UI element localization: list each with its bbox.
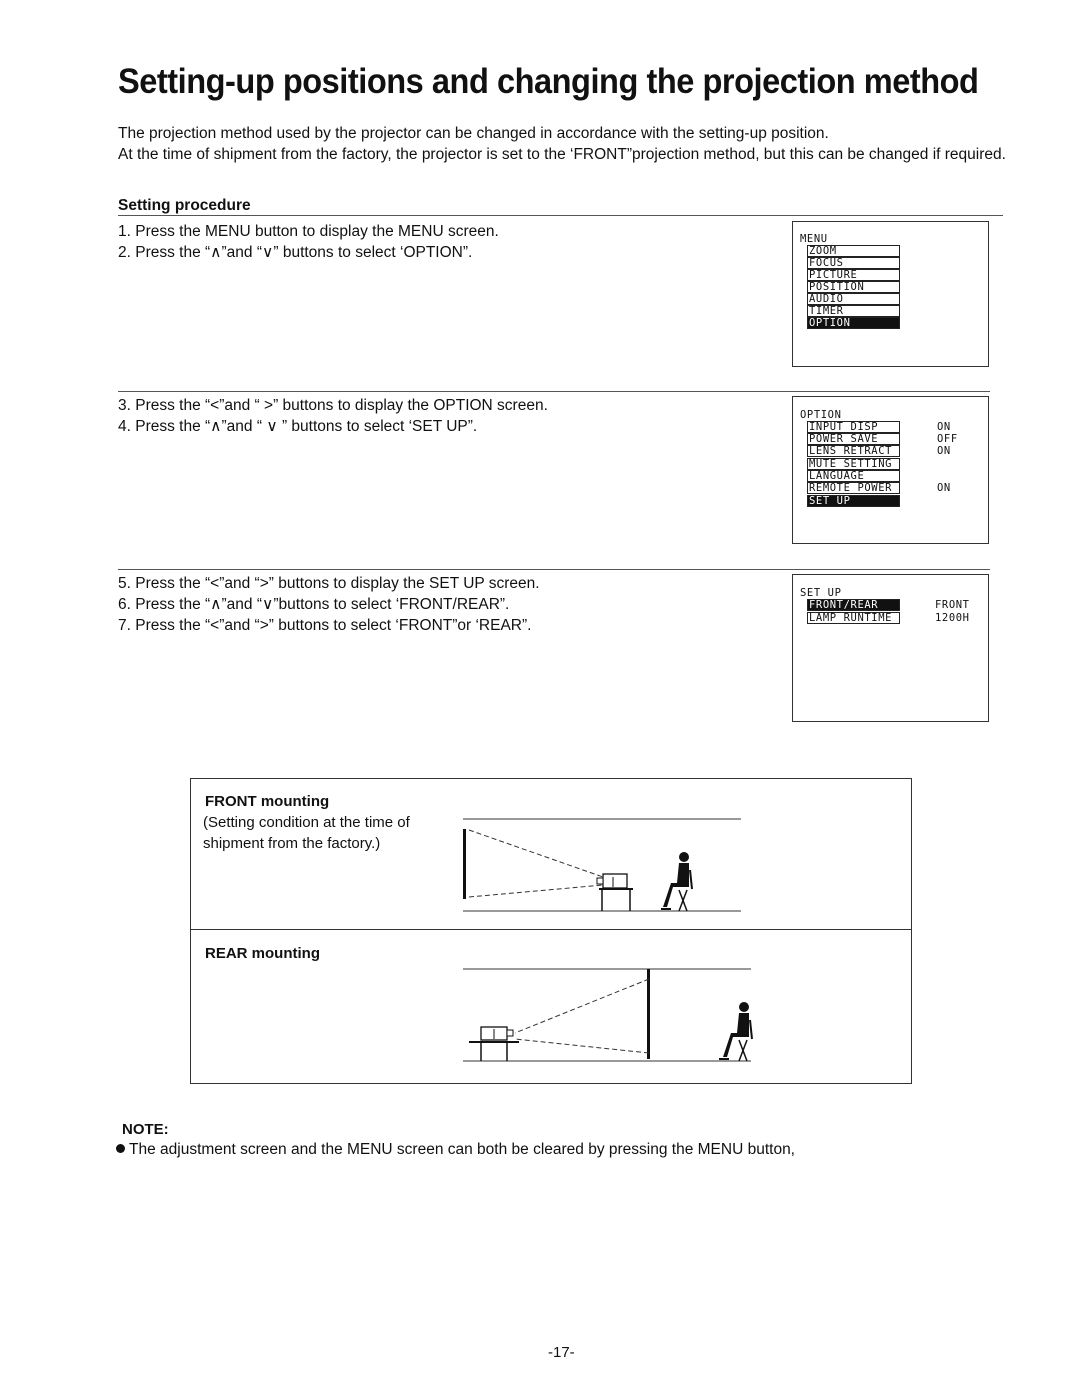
step-1: 1. Press the MENU button to display the MENU screen. [118,223,499,240]
page-number: -17- [548,1344,575,1361]
option-screen-heading: OPTION [800,409,842,421]
setup-screen-heading: SET UP [800,587,842,599]
section-rule [118,215,1003,216]
bullet-icon [116,1144,125,1153]
menu-item-option[interactable]: OPTION [807,317,900,329]
steps-group-1 [118,221,499,263]
step-3: 3. Press the “<”and “ >” buttons to display the OPTION screen. [118,397,548,414]
option-value-input-disp: ON [937,421,951,433]
steps-group-3 [118,573,540,636]
step-divider-2 [118,569,990,570]
intro-text [118,123,1018,165]
intro-line-2: At the time of shipment from the factory, the projector is set to the ‘FRONT”projection method, but this can be changed if required. [118,146,1006,163]
option-item-input-disp[interactable]: INPUT DISP [807,421,900,433]
front-caption-line-2: shipment from the factory.) [203,835,381,852]
page-title: Setting-up positions and changing the projection method [118,62,979,101]
note-text: The adjustment screen and the MENU screen can both be cleared by pressing the MENU button, [129,1141,795,1158]
menu-item-picture[interactable]: PICTURE [807,269,900,281]
option-item-set-up[interactable]: SET UP [807,495,900,507]
front-caption-line-1: (Setting condition at the time of [203,814,410,831]
setup-item-front-rear[interactable]: FRONT/REAR [807,599,900,611]
step-divider-1 [118,391,990,392]
option-item-mute-setting[interactable]: MUTE SETTING [807,458,900,470]
step-4: 4. Press the “∧”and “ ∨ ” buttons to select ‘SET UP”. [118,418,478,435]
option-item-power-save[interactable]: POWER SAVE [807,433,900,445]
menu-screen-heading: MENU [800,233,828,245]
rear-mounting-illustration [461,965,771,1065]
setup-item-lamp-runtime[interactable]: LAMP RUNTIME [807,612,900,624]
note-text-line [116,1141,795,1159]
step-6: 6. Press the “∧”and “∨”buttons to select ‘FRONT/REAR”. [118,596,510,613]
option-item-lens-retract[interactable]: LENS RETRACT [807,445,900,457]
menu-item-zoom[interactable]: ZOOM [807,245,900,257]
option-screen [792,396,989,544]
menu-screen [792,221,989,367]
option-value-lens-retract: ON [937,445,951,457]
option-value-remote-power: ON [937,482,951,494]
menu-item-audio[interactable]: AUDIO [807,293,900,305]
option-item-language[interactable]: LANGUAGE [807,470,900,482]
step-5: 5. Press the “<”and “>” buttons to display the SET UP screen. [118,575,540,592]
front-mounting-caption [203,812,410,854]
mounting-diagram [190,778,912,1084]
setup-value-front-rear: FRONT [935,599,970,611]
diagram-divider [191,929,911,930]
menu-item-focus[interactable]: FOCUS [807,257,900,269]
steps-group-2 [118,395,548,437]
step-2: 2. Press the “∧”and “∨” buttons to select ‘OPTION”. [118,244,473,261]
step-7: 7. Press the “<”and “>” buttons to select ‘FRONT”or ‘REAR”. [118,617,532,634]
option-value-power-save: OFF [937,433,958,445]
menu-item-timer[interactable]: TIMER [807,305,900,317]
front-mounting-label: FRONT mounting [205,793,330,810]
note-heading: NOTE: [122,1121,169,1138]
rear-mounting-label: REAR mounting [205,945,320,962]
setup-screen [792,574,989,722]
front-mounting-illustration [461,815,761,915]
intro-line-1: The projection method used by the projector can be changed in accordance with the setting-up position. [118,125,829,142]
section-heading: Setting procedure [118,197,251,214]
menu-item-position[interactable]: POSITION [807,281,900,293]
option-item-remote-power[interactable]: REMOTE POWER [807,482,900,494]
setup-value-lamp-runtime: 1200H [935,612,970,624]
